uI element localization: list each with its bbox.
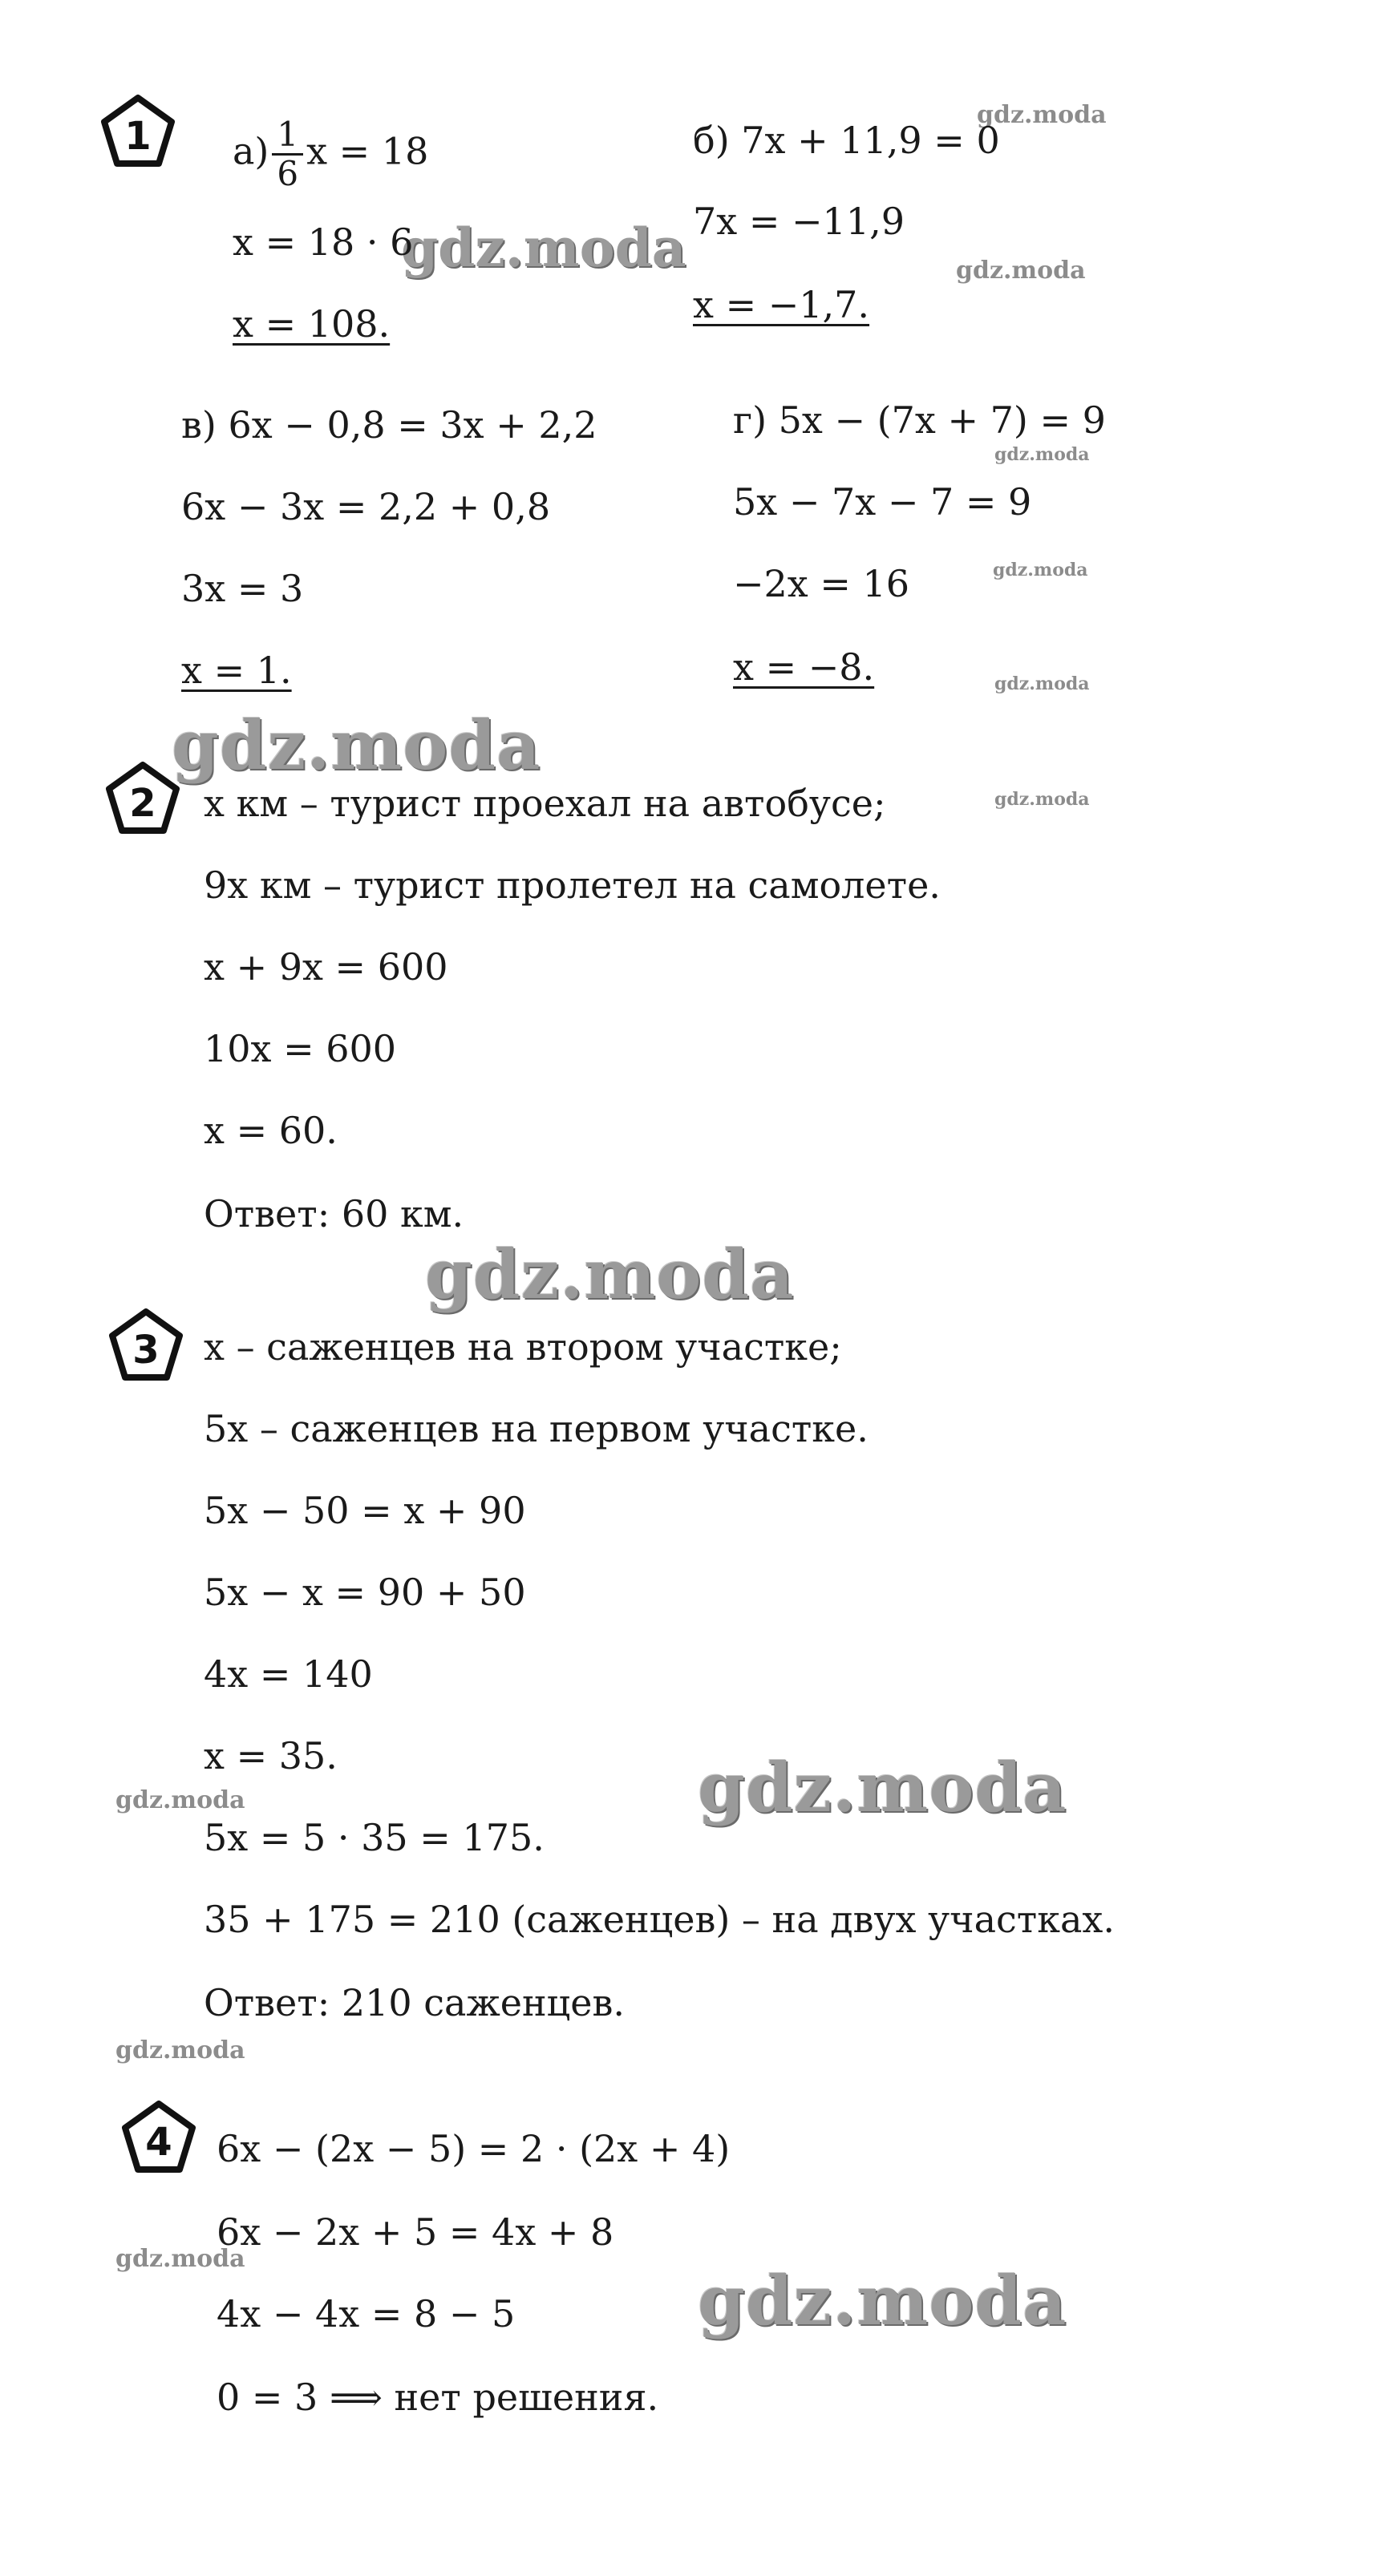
- watermark: gdz.moda: [401, 216, 686, 279]
- task3-line7: 5x = 5 · 35 = 175.: [204, 1816, 545, 1859]
- task3-line5: 4x = 140: [204, 1652, 373, 1696]
- eq-1g-line3: −2x = 16: [733, 562, 910, 605]
- watermark: gdz.moda: [115, 2245, 245, 2273]
- watermark: gdz.moda: [698, 2261, 1067, 2340]
- eq-1v-line1: в) 6x − 0,8 = 3x + 2,2: [181, 403, 597, 447]
- svg-text:1: 1: [124, 114, 152, 159]
- watermark: gdz.moda: [994, 444, 1090, 465]
- task3-line4: 5x − x = 90 + 50: [204, 1571, 526, 1614]
- eq-1a-answer: x = 108.: [233, 302, 391, 346]
- task2-line5: x = 60.: [204, 1109, 338, 1152]
- task3-line8: 35 + 175 = 210 (саженцев) – на двух участках.: [204, 1898, 1115, 1941]
- pentagon-icon: [104, 760, 181, 837]
- svg-text:4: 4: [145, 2120, 172, 2165]
- watermark: gdz.moda: [994, 789, 1090, 810]
- watermark: gdz.moda: [956, 257, 1086, 285]
- watermark: gdz.moda: [115, 1786, 245, 1814]
- eq-1g-line2: 5x − 7x − 7 = 9: [733, 480, 1032, 524]
- task3-line6: x = 35.: [204, 1734, 338, 1777]
- watermark: gdz.moda: [172, 706, 541, 785]
- eq-1v-line3: 3x = 3: [181, 567, 304, 610]
- eq-1a-line1: а) $\frac{1}{6}$ x = 18: [233, 115, 429, 193]
- watermark: gdz.moda: [698, 1748, 1067, 1827]
- eq-1b-line1: б) 7x + 11,9 = 0: [693, 119, 1000, 162]
- task4-line3: 4x − 4x = 8 − 5: [217, 2292, 516, 2335]
- watermark: gdz.moda: [977, 101, 1107, 129]
- pentagon-icon: [99, 93, 176, 170]
- task3-line3: 5x − 50 = x + 90: [204, 1489, 526, 1532]
- task2-answer: Ответ: 60 км.: [204, 1192, 464, 1235]
- task-number-badge: [99, 93, 176, 170]
- eq-1b-answer: x = −1,7.: [693, 283, 870, 326]
- task4-line4: 0 = 3 ⟹ нет решения.: [217, 2376, 659, 2419]
- eq-1a-line2: x = 18 · 6: [233, 220, 414, 264]
- task-number-badge: [120, 2099, 197, 2176]
- task2-line2: 9x км – турист пролетел на самолете.: [204, 863, 941, 907]
- fraction: $\frac{1}{6}$: [272, 116, 303, 192]
- eq-1v-line2: 6x − 3x = 2,2 + 0,8: [181, 485, 551, 528]
- task3-answer: Ответ: 210 саженцев.: [204, 1981, 625, 2024]
- task3-line1: x – саженцев на втором участке;: [204, 1325, 842, 1369]
- task4-line1: 6x − (2x − 5) = 2 · (2x + 4): [217, 2127, 731, 2170]
- task4-line2: 6x − 2x + 5 = 4x + 8: [217, 2210, 614, 2254]
- pentagon-icon: [120, 2099, 197, 2176]
- task-number-badge: [104, 760, 181, 837]
- eq-1g-answer: x = −8.: [733, 645, 875, 689]
- eq-1g-line1: г) 5x − (7x + 7) = 9: [733, 398, 1106, 442]
- task2-line4: 10x = 600: [204, 1027, 397, 1070]
- eq-1b-line2: 7x = −11,9: [693, 200, 905, 243]
- task2-line3: x + 9x = 600: [204, 945, 448, 989]
- svg-text:2: 2: [129, 781, 156, 826]
- eq-1v-answer: x = 1.: [181, 649, 292, 692]
- svg-text:3: 3: [132, 1328, 160, 1373]
- watermark: gdz.moda: [993, 560, 1088, 580]
- watermark: gdz.moda: [425, 1235, 795, 1314]
- pentagon-icon: [107, 1307, 184, 1384]
- watermark: gdz.moda: [115, 2036, 245, 2064]
- watermark: gdz.moda: [994, 673, 1090, 694]
- task2-line1: x км – турист проехал на автобусе;: [204, 782, 886, 825]
- task-number-badge: [107, 1307, 184, 1384]
- task3-line2: 5x – саженцев на первом участке.: [204, 1407, 869, 1450]
